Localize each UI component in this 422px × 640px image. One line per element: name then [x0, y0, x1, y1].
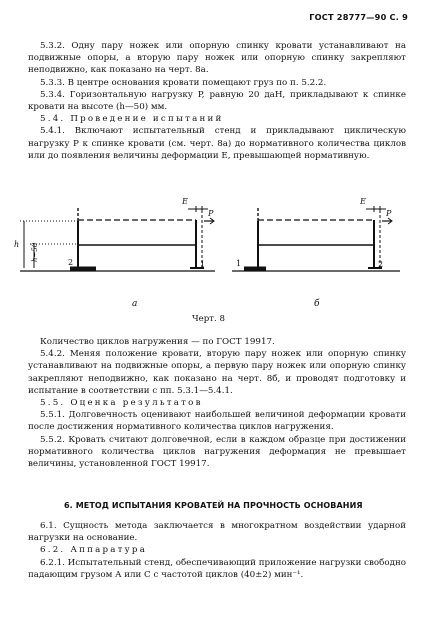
heading-6-2: 6.2. Аппаратура	[40, 545, 148, 556]
text-block-2	[28, 336, 406, 470]
heading-5-5: 5.5. Оценка результатов	[40, 398, 203, 409]
para-6-2-1: 6.2.1. Испытательный стенд, обеспечивающий приложение нагрузки свободно падающим грузом A или C с частотой циклов (40±2) мин⁻¹.	[28, 557, 406, 580]
label-P-a: P	[208, 209, 214, 218]
label-h50-a: h−50	[31, 242, 39, 262]
para-5-5-1: 5.5.1. Долговечность оценивают наибольшей величиной деформации кровати после достижения нормативного количества циклов нагружения.	[28, 410, 406, 433]
sublabel-a: а	[132, 299, 138, 309]
page-header: ГОСТ 28777—90 С. 9	[309, 12, 408, 22]
para-5-3-2: 5.3.2. Одну пару ножек или опорную спинку кровати устанавливают на подвижные опоры, а вторую пару ножек или опорную спинку закрепляют неподвижно, как показано на черт. 8а.	[28, 41, 406, 76]
para-6-1: 6.1. Сущность метода заключается в многократном воздействии ударной нагрузки на основание.	[28, 521, 406, 544]
label-E-a: E	[182, 197, 188, 206]
label-2-b: 2	[378, 260, 384, 269]
label-2-a: 2	[68, 258, 74, 267]
figure-caption: Черт. 8	[192, 314, 225, 324]
para-5-4-2: 5.4.2. Меняя положение кровати, вторую пару ножек или опорную спинку устанавливают на подвижные опоры, а первую пару ножек или опорную спинку закрепляют неподвижно, как показано на черт. 8б, и проводят подготовку и испытание в соответствии с пп. 5.3.1—5.4.1.	[28, 349, 406, 396]
label-1-b: 1	[236, 259, 242, 268]
para-5-4-1: 5.4.1. Включают испытательный стенд и прикладывают циклическую нагрузку P к спинке кровати (см. черт. 8а) до нормативного количества циклов или до появления величины деформации E, превышающей нормативную.	[28, 126, 406, 161]
para-5-5-2: 5.5.2. Кровать считают долговечной, если в каждом образце при достижении нормативного количества циклов нагружения деформация не превышает величины, установленной ГОСТ 19917.	[28, 434, 406, 470]
text-block-3	[28, 520, 406, 581]
label-h-a: h	[14, 240, 20, 249]
para-5-3-4: 5.3.4. Горизонтальную нагрузку P, равную 20 даН, прикладывают к спинке кровати на высоте (h—50) мм.	[28, 89, 406, 113]
section-6-title: 6. МЕТОД ИСПЫТАНИЯ КРОВАТЕЙ НА ПРОЧНОСТЬ ОСНОВАНИЯ	[64, 501, 363, 510]
heading-5-4: 5.4. Проведение испытаний	[40, 114, 224, 125]
label-1-a: 1	[200, 260, 206, 269]
sublabel-b: б	[314, 299, 320, 309]
label-E-b: E	[360, 197, 366, 206]
label-P-b: P	[386, 209, 392, 218]
para-cycles: Количество циклов нагружения — по ГОСТ 19917.	[40, 337, 275, 347]
para-5-3-3: 5.3.3. В центре основания кровати помещают груз по п. 5.2.2.	[40, 77, 327, 88]
